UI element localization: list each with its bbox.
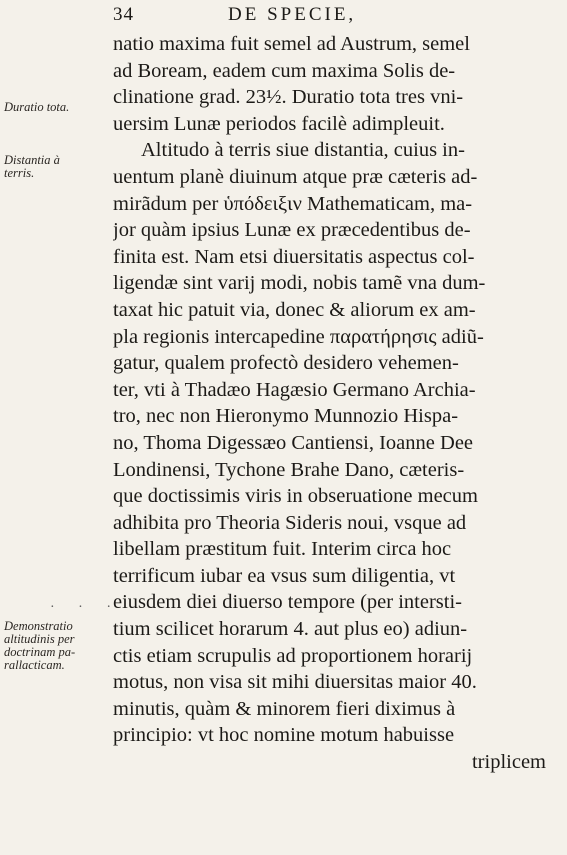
text-line: Londinensi, Tychone Brahe Dano, cæteris- (113, 458, 465, 481)
body-text (113, 31, 558, 776)
text-line: uersim Lunæ periodos facilè adimpleuit. (113, 112, 445, 135)
margin-note-duration (4, 101, 69, 114)
text-line: natio maxima fuit semel ad Austrum, semel (113, 33, 470, 55)
text-line: minutis, quàm & minorem fieri diximus à (113, 697, 456, 720)
margin-note-distance (4, 154, 60, 180)
margin-note-line: terris. (4, 166, 35, 180)
catchword-line: triplicem (471, 751, 546, 774)
text-line: finita est. Nam etsi diuersitatis aspectus col- (113, 245, 475, 268)
text-line: jor quàm ipsius Lunæ ex præcedentibus de- (113, 219, 471, 242)
text-line: tium scilicet horarum 4. aut plus eo) adiun- (113, 618, 468, 641)
text-line: uentum planè diuinum atque præ cæteris ad- (113, 165, 478, 188)
margin-note-line: Duratio tota. (4, 100, 70, 114)
text-line: adhibita pro Theoria Sideris noui, vsque ad (113, 511, 467, 534)
text-line: taxat hic patuit via, donec & aliorum ex am- (113, 298, 476, 321)
text-line: terrificum iubar ea vsus sum diligentia, vt (113, 564, 456, 587)
text-line: ter, vti à Thadæo Hagæsio Germano Archia- (113, 378, 476, 401)
text-line: no, Thoma Digessæo Cantiensi, Ioanne Dee (113, 431, 474, 454)
text-line: que doctissimis viris in obseruatione mecum (113, 485, 478, 508)
margin-note-line: doctrinam pa- (4, 645, 76, 659)
margin-note-line: Demonstratio (4, 619, 73, 633)
ink-speckles: · · · (50, 600, 121, 615)
margin-note-demonstration (4, 620, 75, 672)
text-line: gatur, qualem profectò desidero vehemen- (113, 352, 459, 375)
running-title: DE SPECIE, (228, 4, 357, 25)
page-number: 34 (113, 4, 134, 25)
margin-note-line: altitudinis per (4, 632, 75, 646)
text-line: tro, nec non Hieronymo Munnozio Hispa- (113, 405, 459, 428)
text-line: principio: vt hoc nomine motum habuisse (113, 724, 455, 747)
page-header (113, 4, 533, 32)
margin-note-line: rallacticam. (4, 658, 65, 672)
text-line: eiusdem diei diuerso tempore (per intersti- (113, 591, 462, 614)
text-line: libellam præstitum fuit. Interim circa hoc (113, 538, 452, 561)
text-line: motus, non visa sit mihi diuersitas maior 40. (113, 671, 477, 694)
text-line: mirãdum per ὑπόδειξιν Mathematicam, ma- (113, 192, 473, 215)
text-line: clinatione grad. 23½. Duratio tota tres vni- (113, 86, 464, 109)
text-line: ctis etiam scrupulis ad proportionem horarij (113, 644, 473, 667)
paragraph-start-line: Altitudo à terris siue distantia, cuius in- (141, 139, 465, 162)
text-line: pla regionis intercapedine παρατήρησις adiũ- (113, 325, 484, 348)
margin-note-line: Distantia à (4, 153, 60, 167)
text-line: ad Boream, eadem cum maxima Solis de- (113, 59, 456, 82)
text-line: ligendæ sint varij modi, nobis tamẽ vna dum- (113, 272, 486, 295)
